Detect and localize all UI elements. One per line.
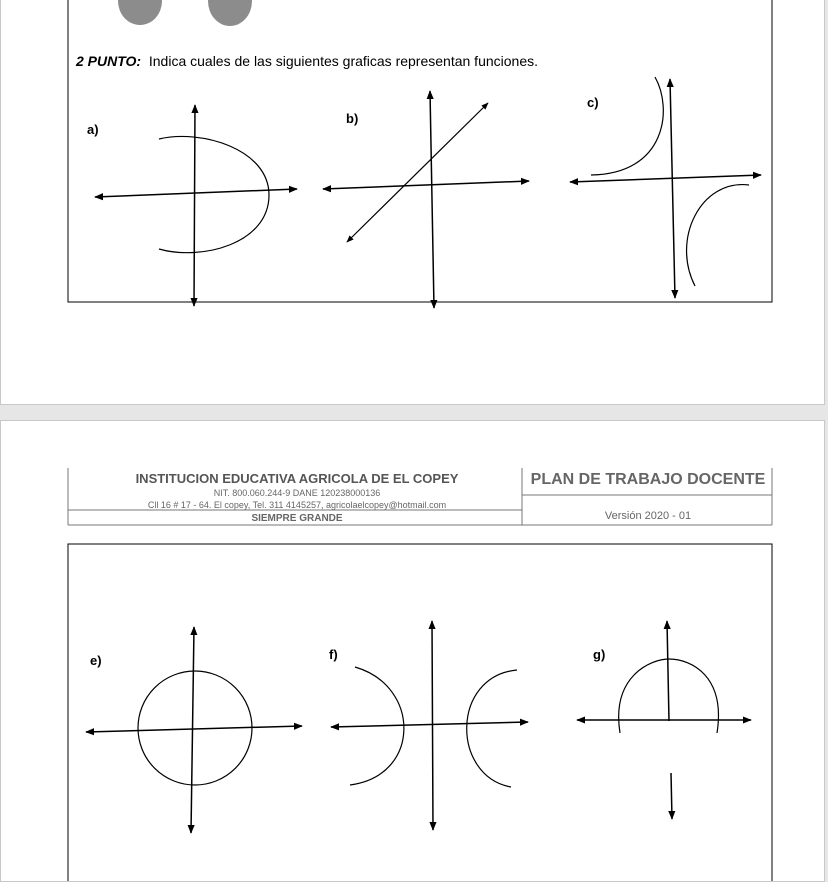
graph-f-label: f) [329, 647, 338, 662]
institution-nit: NIT. 800.060.244-9 DANE 120238000136 [213, 488, 381, 498]
graph-c [570, 77, 761, 298]
decorative-shape [118, 0, 162, 25]
document-title: PLAN DE TRABAJO DOCENTE [530, 471, 766, 488]
graph-e [86, 627, 302, 833]
decorative-shape [208, 0, 252, 26]
institution-address: Cll 16 # 17 - 64. El copey, Tel. 311 4145257, agricolaelcopey@hotmail.com [147, 500, 447, 510]
graph-f [331, 621, 528, 830]
question-body: Indica cuales de las siguientes graficas representan funciones. [148, 53, 538, 69]
graph-a [95, 105, 297, 306]
question-text [76, 53, 538, 69]
institution-name: INSTITUCION EDUCATIVA AGRICOLA DE EL COPEY [135, 471, 459, 486]
document-page-1 [0, 0, 825, 405]
graph-e-label: e) [90, 653, 102, 668]
exercise-box [68, 0, 772, 302]
graph-c-label: c) [587, 95, 599, 110]
graph-g-label: g) [593, 647, 606, 662]
document-page-2 [0, 420, 825, 882]
exercise-box [68, 544, 772, 881]
document-version: Versión 2020 - 01 [604, 510, 692, 522]
graph-a-label: a) [87, 122, 99, 137]
institution-motto: SIEMPRE GRANDE [251, 513, 343, 524]
question-label: 2 PUNTO: [76, 53, 142, 69]
graph-b-label: b) [346, 111, 359, 126]
